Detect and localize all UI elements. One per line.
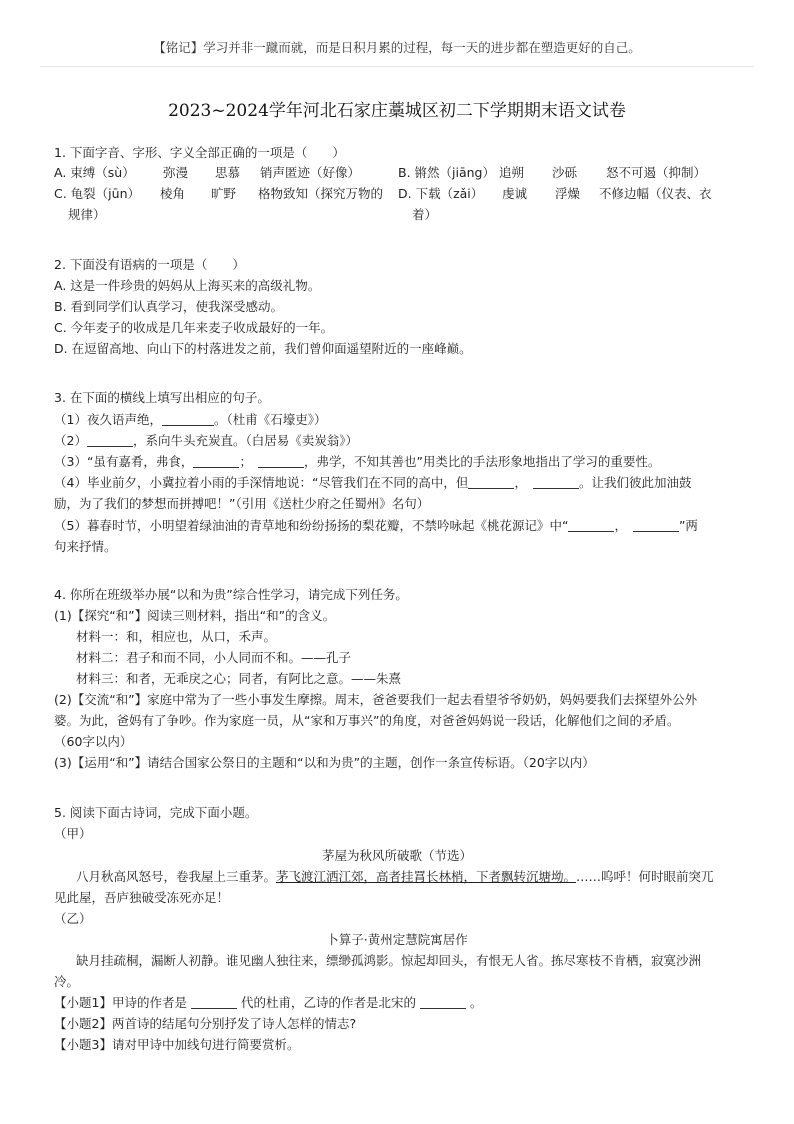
q1-option-b-word3: 沙砾 [552, 165, 578, 180]
q4-part-2: (2)【交流“和”】家庭中常为了一些小事发生摩擦。周末，爸爸要我们一起去看望爷爷奶奶，妈妈要我们去探望外公外 [54, 692, 698, 707]
q1-option-d-label-cont: 着） [412, 207, 438, 222]
motto-header: 【铭记】学习并非一蹴而就，而是日积月累的过程，每一天的进步都在塑造更好的自己。 [153, 40, 641, 55]
poem1-title: 茅屋为秋风所破歌（节选） [321, 848, 472, 863]
fill-blank[interactable] [193, 453, 239, 468]
q3-item-1: （1）夜久语声绝， 。（杜甫《石壕吏》） [54, 412, 327, 427]
q5-stem: 5. 阅读下面古诗词，完成下面小题。 [54, 805, 258, 820]
q4-part-2-limit: （60字以内） [54, 734, 133, 749]
fill-blank[interactable] [468, 474, 514, 489]
poem1-underlined-sentence: 茅飞渡江洒江郊，高者挂罥长林梢，下者飘转沉塘坳。 [276, 869, 577, 884]
q1-stem: 1. 下面字音、字形、字义全部正确的一项是（ ） [54, 145, 345, 160]
q2-option-d: D. 在逗留高地、向山下的村落进发之前，我们曾仰面遥望附近的一座峰巅。 [54, 341, 472, 356]
q4-material-3: 材料三：和者，无乖戾之心；同者，有阿比之意。——朱熹 [76, 671, 402, 686]
q1-option-b-word2: 追朔 [499, 165, 525, 180]
q3-item-2: （2） ，系向牛头充炭直。（白居易《卖炭翁》） [54, 433, 358, 448]
q5-label-jia: （甲） [54, 826, 92, 841]
fill-blank[interactable] [87, 432, 133, 447]
exam-title: 2023~2024学年河北石家庄藁城区初二下学期期末语文试卷 [168, 101, 626, 121]
q3-item-3: （3）“虽有嘉肴，弗食， ； ，弗学，不知其善也”用类比的手法形象地指出了学习的重要性。 [54, 454, 661, 469]
q5-label-yi: （乙） [54, 911, 92, 926]
poem2-title: 卜算子·黄州定慧院寓居作 [326, 932, 468, 947]
q4-material-1: 材料一：和，相应也，从口，禾声。 [76, 629, 277, 644]
header-divider [40, 66, 754, 67]
q3-item-4: （4）毕业前夕，小冀拉着小雨的手深情地说：“尽管我们在不同的高中，但 ， 。让我们彼此加油鼓 [54, 475, 692, 490]
fill-blank[interactable] [633, 517, 679, 532]
q2-option-c: C. 今年麦子的收成是几年来麦子收成最好的一年。 [54, 320, 334, 335]
poem1-line-2: 见此屋，吾庐独破受冻死亦足！ [54, 890, 230, 905]
q5-subquestion-1: 【小题1】甲诗的作者是 代的杜甫，乙诗的作者是北宋的 。 [54, 995, 483, 1010]
q5-subquestion-2: 【小题2】两首诗的结尾句分别抒发了诗人怎样的情志? [54, 1016, 357, 1031]
q3-item-5: （5）暮春时节，小明望着绿油油的青草地和纷纷扬扬的梨花瓣，不禁吟咏起《桃花源记》中“ ， ”两 [54, 518, 698, 533]
q2-option-a: A. 这是一件珍贵的妈妈从上海买来的高级礼物。 [54, 278, 321, 293]
q1-option-d-word4: 不修边幅（仪表、衣 [599, 186, 712, 201]
poem2-line-2: 冷。 [54, 974, 80, 989]
q1-option-c-word4-cont: 规律） [68, 207, 106, 222]
q1-option-c-word2: 棱角 [160, 186, 186, 201]
poem2-line-1: 缺月挂疏桐，漏断人初静。谁见幽人独往来，缥缈孤鸿影。惊起却回头，有恨无人省。拣尽寒枝不肯栖，寂寞沙洲 [76, 953, 702, 968]
q1-option-c-word4: 格物致知（探究万物的 [258, 186, 384, 201]
fill-blank[interactable] [420, 994, 466, 1009]
q1-option-d-word3: 浮燥 [555, 186, 581, 201]
q3-item-5-cont: 句来抒情。 [54, 539, 117, 554]
q1-option-d-word2: 虔诚 [502, 186, 528, 201]
q1-option-a-word4: 销声匿迹（好像） [260, 165, 361, 180]
q4-part-3: (3)【运用“和”】请结合国家公祭日的主题和“以和为贵”的主题，创作一条宣传标语。（20字以内） [54, 755, 595, 770]
poem1-line-1: 八月秋高风怒号，卷我屋上三重茅。茅飞渡江洒江郊，高者挂罥长林梢，下者飘转沉塘坳。……呜呼！何时眼前突兀 [76, 869, 714, 884]
q1-option-d-label: D. 下载（zǎi） [398, 186, 484, 201]
q1-option-c-label: C. 龟裂（jūn） [54, 186, 140, 201]
q3-stem: 3. 在下面的横线上填写出相应的句子。 [54, 390, 270, 405]
q4-stem: 4. 你所在班级举办展“以和为贵”综合性学习，请完成下列任务。 [54, 587, 408, 602]
q4-part-1: (1)【探究“和”】阅读三则材料，指出“和”的含义。 [54, 608, 336, 623]
q1-option-b-label: B. 锵然（jiāng） [398, 165, 495, 180]
q1-option-a-word3: 思慕 [215, 165, 241, 180]
fill-blank[interactable] [258, 453, 304, 468]
q4-material-2: 材料二：君子和而不同，小人同而不和。——孔子 [76, 650, 352, 665]
q1-option-a-word2: 弥漫 [163, 165, 189, 180]
q5-subquestion-3: 【小题3】请对甲诗中加线句进行简要赏析。 [54, 1037, 300, 1052]
q1-option-b-word4: 怒不可遏（抑制） [606, 165, 707, 180]
q3-item-4-cont: 励，为了我们的梦想而拼搏吧！”（引用《送杜少府之任蜀州》名句） [54, 496, 430, 511]
fill-blank[interactable] [162, 411, 214, 426]
q1-option-c-word3: 旷野 [211, 186, 237, 201]
fill-blank[interactable] [191, 994, 237, 1009]
q4-part-2-cont: 婆。为此，爸妈有了争吵。作为家庭一员，从“家和万事兴”的角度，对爸爸妈妈说一段话，化解他们之间的矛盾。 [54, 713, 680, 728]
fill-blank[interactable] [568, 517, 614, 532]
fill-blank[interactable] [533, 474, 579, 489]
q2-stem: 2. 下面没有语病的一项是（ ） [54, 257, 245, 272]
q1-option-a-label: A. 束缚（sù） [54, 165, 135, 180]
q2-option-b: B. 看到同学们认真学习，使我深受感动。 [54, 299, 284, 314]
